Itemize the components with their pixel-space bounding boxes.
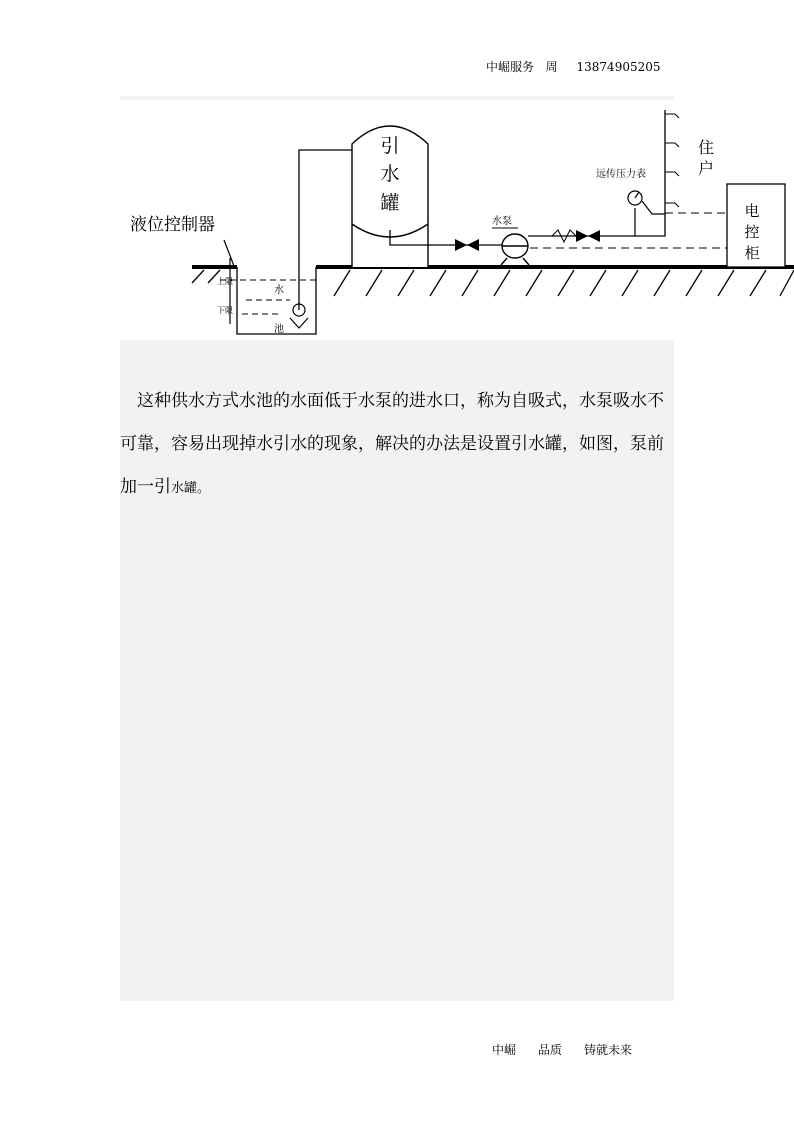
upper-limit-label: 上限 [217, 277, 233, 286]
pool-label: 池 [274, 324, 284, 335]
inlet-gate-valve [455, 239, 479, 251]
tank-label-char-1: 引 [380, 135, 400, 157]
lower-limit-label: 下限 [217, 306, 233, 315]
level-controller-label: 液位控制器 [130, 215, 215, 235]
cabinet-char-2: 控 [744, 223, 760, 241]
pool-water-label: 水 [274, 285, 284, 296]
residential-taps [665, 114, 679, 207]
residents-char-1: 住 [698, 138, 715, 157]
footer-slogan [492, 1041, 654, 1058]
water-pump [492, 228, 529, 265]
diagram-svg [120, 100, 794, 340]
header-contact: 中崛服务 周 13874905205 [486, 60, 661, 74]
outlet-gate-valve [576, 230, 600, 242]
tank-label-char-2: 水 [380, 163, 400, 185]
footer-item: 中崛 [492, 1043, 517, 1057]
footer-item: 品质 [538, 1043, 563, 1057]
water-level-lines [220, 280, 316, 314]
pressure-gauge-label: 远传压力表 [596, 169, 646, 180]
residents-char-2: 户 [698, 159, 715, 178]
body-paragraph [120, 380, 678, 510]
pump-label: 水泵 [492, 216, 512, 227]
cabinet-char-3: 柜 [744, 244, 760, 262]
paragraph-main: 这种供水方式水池的水面低于水泵的进水口，称为自吸式，水泵吸水不可靠，容易出现掉水引水的现象，解决的办法是设置引水罐，如图，泵前加一引 [120, 391, 664, 497]
float-switch-lead [224, 240, 234, 266]
pressure-gauge [628, 191, 665, 236]
water-supply-diagram [120, 100, 794, 340]
control-signal-lines [530, 213, 727, 248]
tank-label-char-3: 罐 [380, 192, 400, 214]
suction-pipe [299, 150, 352, 310]
paragraph-tail: 水罐。 [171, 481, 211, 496]
footer-item: 铸就未来 [584, 1043, 633, 1057]
cabinet-char-1: 电 [744, 202, 760, 220]
